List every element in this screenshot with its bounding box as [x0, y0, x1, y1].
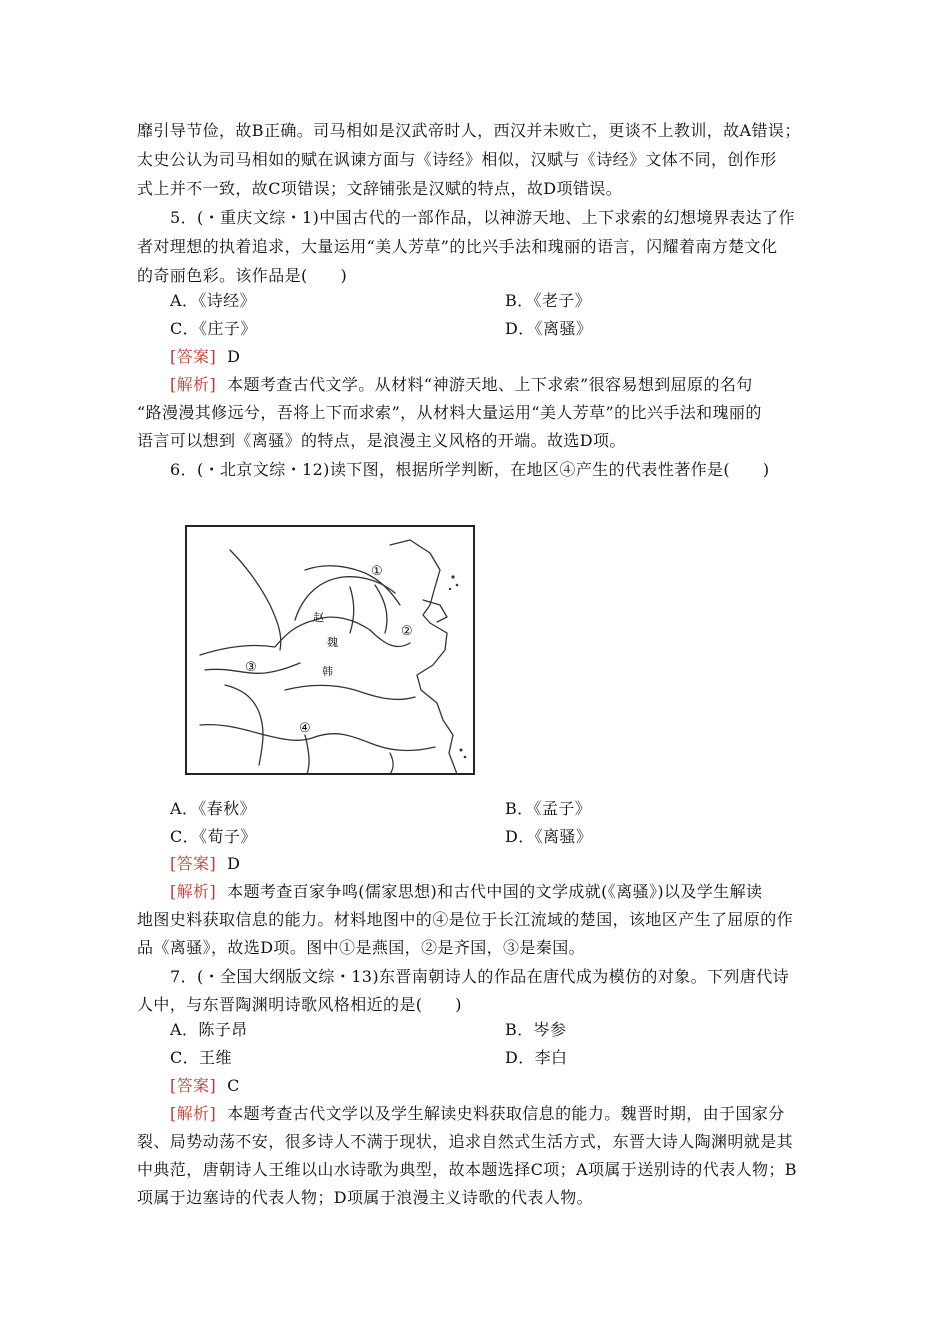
option-d: D．《离骚》 [505, 827, 593, 846]
analysis-tag: [解析] [170, 882, 217, 901]
text-line: 靡引导节俭，故B正确。司马相如是汉武帝时人，西汉并未败亡，更谈不上教训，故A错误； [137, 121, 801, 140]
answer-row [170, 850, 240, 878]
option-b: B．《孟子》 [505, 799, 592, 818]
analysis-text: 本题考查古代文学。从材料“神游天地、上下求索”很容易想到屈原的名句 [227, 375, 753, 394]
river [375, 585, 387, 633]
map-label-1: ① [371, 564, 383, 579]
map-label-2: ② [401, 624, 413, 639]
yellow-river [200, 617, 410, 655]
answer-row [170, 343, 240, 371]
analysis-text: 本题考查古代文学以及学生解读史料获取信息的能力。魏晋时期，由于国家分 [227, 1104, 785, 1123]
map-frame [186, 526, 474, 774]
analysis-line: 裂、局势动荡不安，很多诗人不满于现状，追求自然式生活方式，东晋大诗人陶渊明就是其 [137, 1132, 794, 1151]
coastline [390, 540, 457, 774]
text-line: 太史公认为司马相如的赋在讽谏方面与《诗经》相似，汉赋与《诗经》文体不同，创作形 [137, 150, 777, 169]
option-a: A．《诗经》 [170, 291, 256, 310]
analysis-text: 本题考查百家争鸣(儒家思想)和古代中国的文学成就(《离骚》)以及学生解读 [227, 882, 763, 901]
analysis-line: 语言可以想到《离骚》的特点，是浪漫主义风格的开端。故选D项。 [137, 431, 626, 450]
river [390, 753, 393, 774]
yangtze-river [200, 725, 435, 751]
map-label-3: ③ [245, 660, 257, 675]
answer-value: D [227, 347, 241, 366]
analysis-line: 地图史料获取信息的能力。材料地图中的④是位于长江流域的楚国，该地区产生了屈原的作 [137, 910, 794, 929]
map-label-zhao: 赵 [313, 611, 324, 624]
option-a: A．《春秋》 [170, 799, 256, 818]
question-5-stem: 的奇丽色彩。该作品是( ) [137, 266, 348, 285]
option-b: B．《老子》 [505, 291, 592, 310]
option-b: B．岑参 [505, 1020, 567, 1039]
answer-tag: [答案] [170, 1076, 217, 1095]
analysis-line: 中典范，唐朝诗人王维以山水诗歌为典型，故本题选择C项；A项属于送别诗的代表人物；B [137, 1160, 797, 1179]
option-a: A．陈子昂 [170, 1020, 248, 1039]
question-5-stem: 5．(・重庆文综・1)中国古代的一部作品，以神游天地、上下求索的幻想境界表达了作 [170, 208, 795, 227]
question-6-stem: 6．(・北京文综・12)读下图，根据所学判断，在地区④产生的代表性著作是( ) [170, 460, 770, 479]
map-label-han: 韩 [322, 665, 333, 678]
answer-row [170, 1072, 240, 1100]
option-c: C．王维 [170, 1048, 232, 1067]
option-c: C．《庄子》 [170, 319, 257, 338]
analysis-line: 品《离骚》，故选D项。图中①是燕国，②是齐国，③是秦国。 [137, 938, 586, 957]
analysis-tag: [解析] [170, 375, 217, 394]
map-label-wei: 魏 [327, 636, 338, 649]
river [225, 685, 263, 765]
river [305, 735, 309, 774]
option-d: D．《离骚》 [505, 319, 593, 338]
analysis-line: 项属于边塞诗的代表人物；D项属于浪漫主义诗歌的代表人物。 [137, 1188, 594, 1207]
answer-value: C [227, 1076, 240, 1095]
text-line: 式上并不一致，故C项错误；文辞铺张是汉赋的特点，故D项错误。 [137, 179, 623, 198]
question-7-stem: 人中，与东晋陶渊明诗歌风格相近的是( ) [137, 995, 462, 1014]
analysis-line [170, 878, 762, 906]
answer-tag: [答案] [170, 854, 217, 873]
analysis-tag: [解析] [170, 1104, 217, 1123]
answer-value: D [227, 854, 241, 873]
question-7-stem: 7．(・全国大纲版文综・13)东晋南朝诗人的作品在唐代成为模仿的对象。下列唐代诗 [170, 967, 790, 986]
river [350, 587, 354, 633]
analysis-line [170, 371, 753, 399]
question-5-stem: 者对理想的执着追求，大量运用“美人芳草”的比兴手法和瑰丽的语言，闪耀着南方楚文化 [137, 237, 778, 256]
analysis-line [170, 1100, 785, 1128]
map-label-4: ④ [299, 721, 311, 736]
river [285, 685, 415, 699]
option-d: D．李白 [505, 1048, 568, 1067]
answer-tag: [答案] [170, 347, 217, 366]
option-c: C．《荀子》 [170, 827, 257, 846]
warring-states-map [185, 525, 475, 775]
analysis-line: “路漫漫其修远兮，吾将上下而求索”，从材料大量运用“美人芳草”的比兴手法和瑰丽的 [137, 403, 762, 422]
